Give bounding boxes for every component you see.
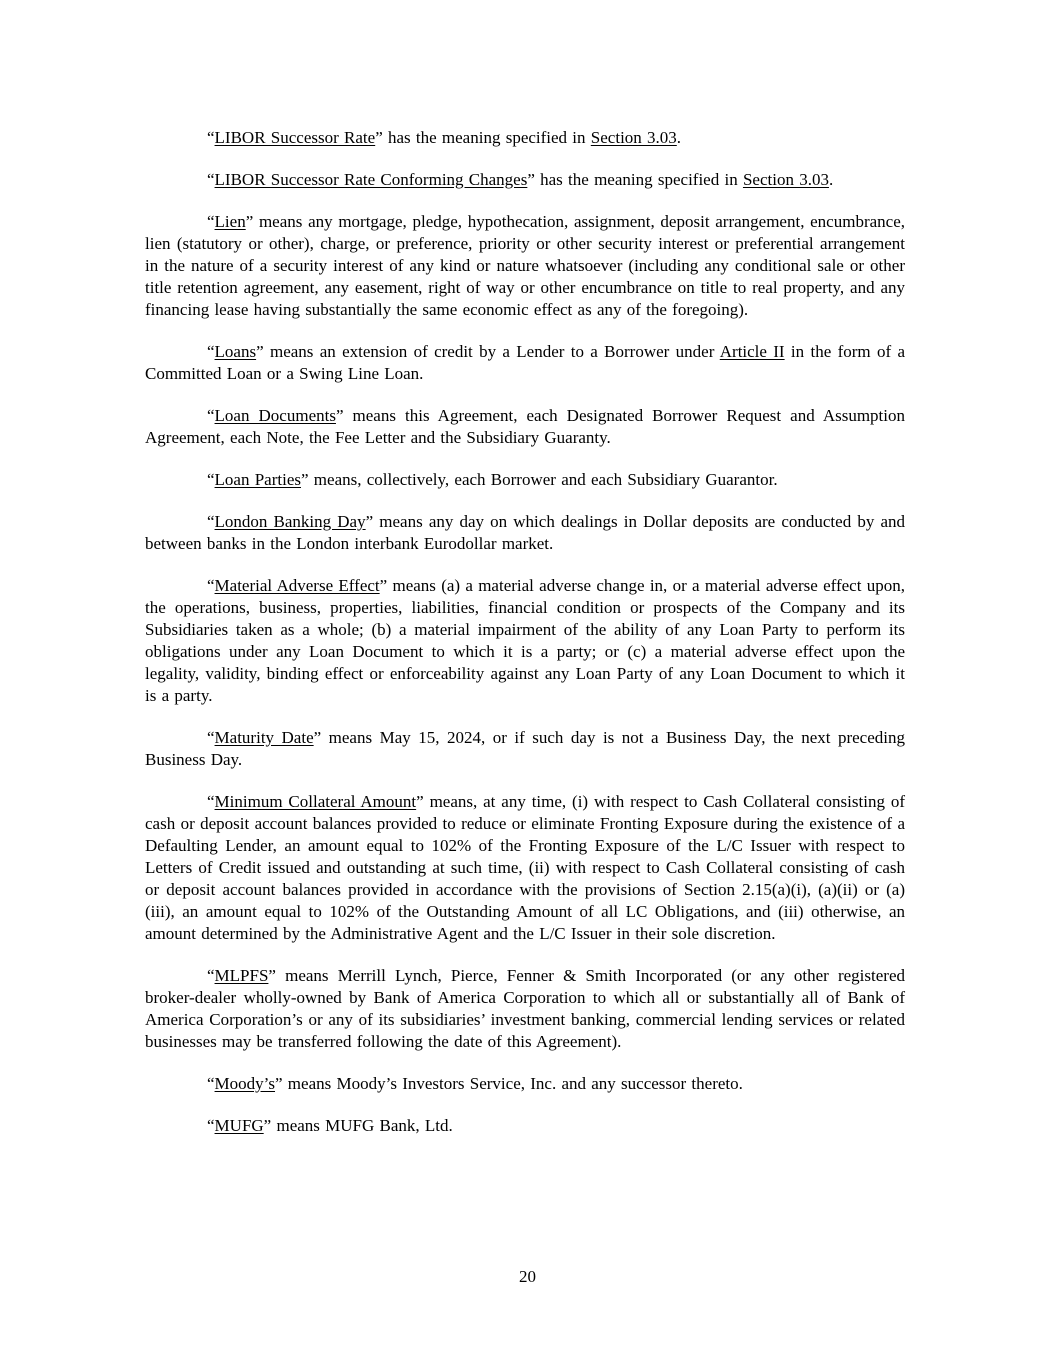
text-run: . [676,128,682,147]
text-run: in the form of a Committed Loan or a Swing Line Loan. [145,342,905,383]
text-run: ” means any mortgage, pledge, hypothecation, assignment, deposit arrangement, encumbrance, lien (statutory or other), charge, or preference, priority or other security interest or preferential arrangement in the nature of a security interest of any kind or nature whatsoever (including any conditional sale or other title retention agreement, any easement, right of way or other encumbrance on title to real property, and any financing lease having substantially the same economic effect as any of the foregoing). [145,212,905,319]
definition-paragraph [145,791,905,945]
definition-paragraph [145,1073,905,1095]
text-run: ” means May 15, 2024, or if such day is not a Business Day, the next preceding Business Day. [145,728,905,769]
text-run: “ [207,406,215,425]
text-run: ” means, collectively, each Borrower and each Subsidiary Guarantor. [301,470,778,489]
definition-paragraph [145,405,905,449]
defined-term: Material Adverse Effect [214,576,380,595]
text-run: ” means Moody’s Investors Service, Inc. and any successor thereto. [275,1074,743,1093]
text-run: . [828,170,834,189]
text-run: “ [207,342,215,361]
defined-term: Lien [214,212,246,231]
defined-term: LIBOR Successor Rate [214,128,376,147]
text-run: “ [207,728,215,747]
page-number: 20 [519,1267,536,1286]
defined-term: Loan Documents [214,406,336,425]
article-reference: Article II [719,342,785,361]
section-reference: Section 3.03 [742,170,829,189]
defined-term: Loan Parties [214,470,301,489]
definition-paragraph [145,575,905,707]
text-run: ” means an extension of credit by a Lender to a Borrower under [256,342,720,361]
text-run: “ [207,966,215,985]
text-run: “ [207,512,215,531]
text-run: ” means any day on which dealings in Dollar deposits are conducted by and between banks in the London interbank Eurodollar market. [145,512,905,553]
text-run: “ [207,792,215,811]
definition-paragraph [145,511,905,555]
defined-term: Moody’s [214,1074,276,1093]
defined-term: London Banking Day [214,512,366,531]
defined-term: Loans [214,342,257,361]
defined-term: MLPFS [214,966,269,985]
definition-paragraph [145,1115,905,1137]
definition-paragraph [145,211,905,321]
text-run: “ [207,1074,215,1093]
text-run: “ [207,1116,215,1135]
defined-term: LIBOR Successor Rate Conforming Changes [214,170,528,189]
defined-term: Minimum Collateral Amount [214,792,417,811]
text-run: ” means Merrill Lynch, Pierce, Fenner & Smith Incorporated (or any other registered broker-dealer wholly-owned by Bank of America Corporation to which all or substantially all of Bank of America Corporation’s or any of its subsidiaries’ investment banking, commercial lending services or related businesses may be transferred following the date of this Agreement). [145,966,905,1051]
definition-paragraph [145,341,905,385]
text-run: ” means MUFG Bank, Ltd. [263,1116,453,1135]
text-run: “ [207,170,215,189]
text-run: ” means (a) a material adverse change in, or a material adverse effect upon, the operations, business, properties, liabilities, financial condition or prospects of the Company and its Subsidiaries taken as a whole; (b) a material impairment of the ability of any Loan Party to perform its obligations under any Loan Document to which it is a party; or (c) a material adverse effect upon the legality, validity, binding effect or enforceability against any Loan Party of any Loan Document to which it is a party. [145,576,905,705]
definition-paragraph [145,469,905,491]
section-reference: Section 3.03 [590,128,677,147]
text-run: “ [207,470,215,489]
definition-paragraph [145,169,905,191]
text-run: ” means this Agreement, each Designated Borrower Request and Assumption Agreement, each Note, the Fee Letter and the Subsidiary Guaranty. [145,406,905,447]
text-run: “ [207,576,215,595]
text-run: ” means, at any time, (i) with respect to Cash Collateral consisting of cash or deposit account balances provided to reduce or eliminate Fronting Exposure during the existence of a Defaulting Lender, an amount equal to 102% of the Fronting Exposure of the L/C Issuer with respect to Letters of Credit issued and outstanding at such time, (ii) with respect to Cash Collateral consisting of cash or deposit account balances provided in accordance with the provisions of Section 2.15(a)(i), (a)(ii) or (a)(iii), an amount equal to 102% of the Outstanding Amount of all LC Obligations, and (iii) otherwise, an amount determined by the Administrative Agent and the L/C Issuer in their sole discretion. [145,792,905,943]
defined-term: MUFG [214,1116,264,1135]
text-run: ” has the meaning specified in [527,170,743,189]
text-run: “ [207,212,215,231]
definition-paragraph [145,965,905,1053]
definition-paragraph [145,127,905,149]
text-run: “ [207,128,215,147]
document-body [145,127,905,1157]
definition-paragraph [145,727,905,771]
text-run: ” has the meaning specified in [375,128,591,147]
defined-term: Maturity Date [214,728,314,747]
